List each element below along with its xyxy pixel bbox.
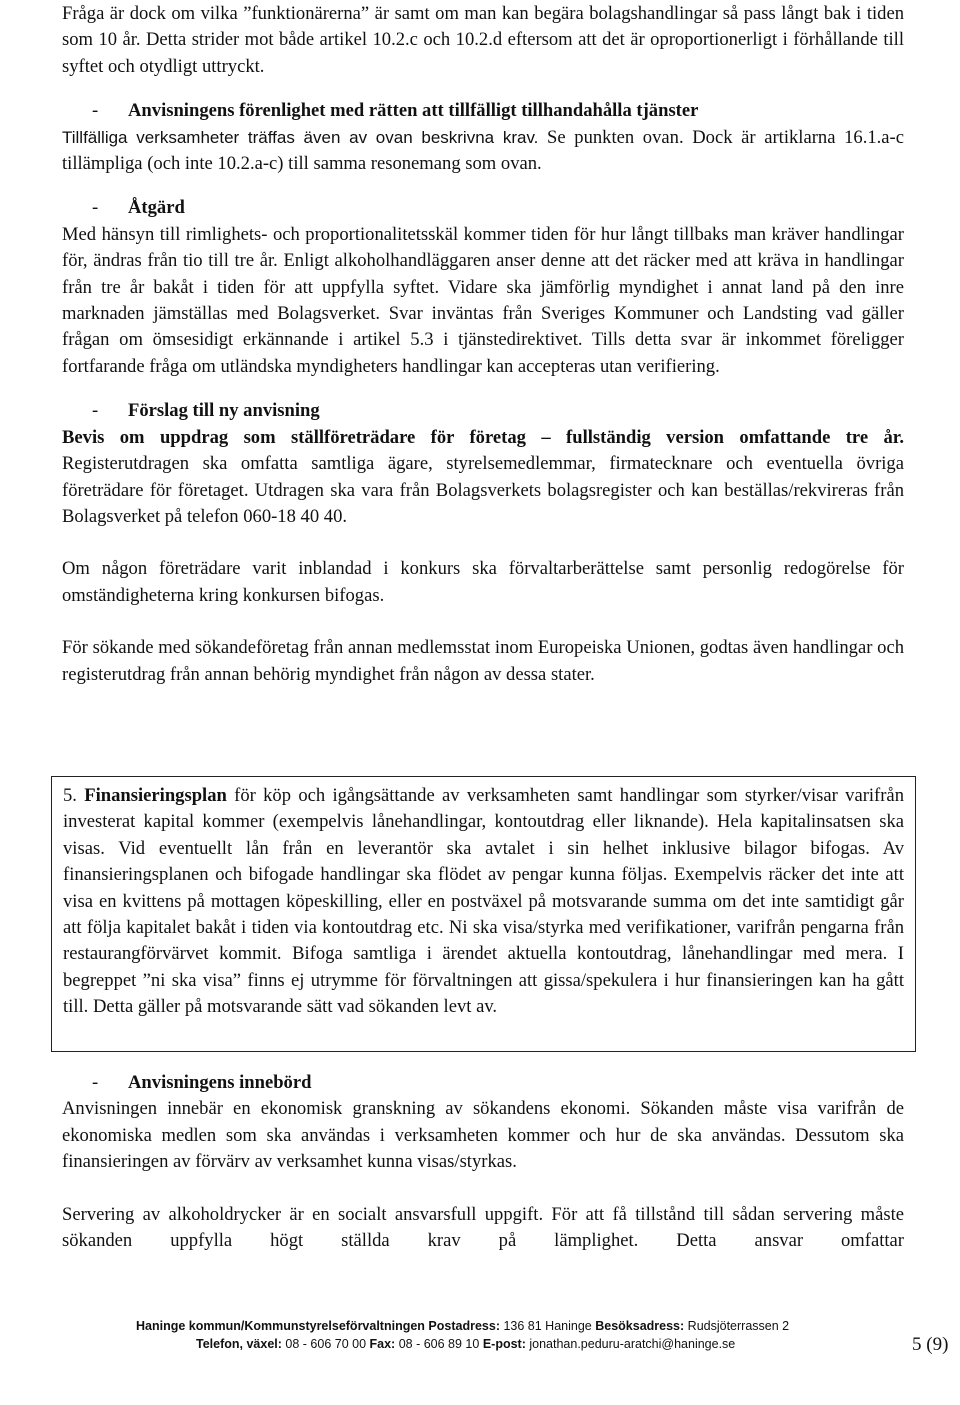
section-heading-service-provision	[62, 98, 904, 124]
footer-org: Haninge kommun/Kommunstyrelseförvaltningen	[136, 1319, 425, 1333]
item-text: för köp och igångsättande av verksamheten samt handlingar som styrker/visar varifrån investerat kapital kommer (exempelvis lånehandlingar, kontoutdrag eller liknande). Hela kapitalinsatsen ska visas. Vid eventuellt lån från en leverantör ska avtalet i sin helhet inklusive bilagor bifogas. Av finansieringsplanen och bifogade handlingar ska flödet av pengar kunna följas. Exempelvis räcker det inte att visa en kvittens på mottagen köpeskilling, eller en postväxel på motsvarande summa om det inte samtidigt går att följa kapitalet bakåt i tiden via kontoutdrag etc. Ni ska visa/styrka med verifikationer, varifrån pengarna från restaurangförvärvet kommit. Bifoga samtliga i ärendet aktuella kontoutdrag, lånehandlingar med mera. I begreppet ”ni ska visa” finns ej utrymme för förvaltningen att gissa/spekulera i hur finansieringen kan ha gått till. Detta gäller på motsvarande sätt vad sökanden levt av.	[63, 785, 904, 1018]
heading-text: Anvisningens innebörd	[128, 1072, 312, 1093]
bankruptcy-paragraph: Om någon företrädare varit inblandad i konkurs ska förvaltarberättelse samt personlig redogörelse för omständigheterna kring konkursen bifogas.	[62, 558, 904, 606]
item-title: Finansieringsplan	[84, 785, 227, 806]
page-number: 5 (9)	[912, 1334, 949, 1355]
section-text-service-provision	[62, 125, 904, 178]
footer-email-value: jonathan.peduru-aratchi@haninge.se	[529, 1337, 736, 1351]
item-number: 5.	[63, 785, 77, 806]
heading-text: Åtgärd	[128, 197, 185, 219]
heading-dash: -	[92, 100, 99, 122]
eu-paragraph: För sökande med sökandeföretag från annan medlemsstat inom Europeiska Unionen, godtas även handlingar och registerutdrag från annan behörig myndighet från någon av dessa stater.	[62, 637, 904, 685]
heading-dash: -	[92, 400, 99, 422]
footer-email-label: E-post:	[482, 1337, 526, 1351]
footer-phone-label: Telefon, växel:	[196, 1337, 282, 1351]
section-text-new-guideline	[62, 425, 904, 531]
document-page	[62, 0, 904, 688]
sans-text-run: Tillfälliga verksamheter träffas även av ovan beskrivna krav.	[62, 127, 539, 147]
intro-paragraph: Fråga är dock om vilka ”funktionärerna” är samt om man kan begära bolagshandlingar så pass långt bak i tiden som 10 år. Detta strider mot både artikel 10.2.c och 10.2.d eftersom att det är oproportionerligt i förhållande till syftet och otydligt uttryckt.	[62, 3, 904, 77]
footer-line-2	[196, 1336, 735, 1352]
footer-fax-value: 08 - 606 89 10	[398, 1337, 480, 1351]
serving-paragraph: Servering av alkoholdrycker är en socialt ansvarsfull uppgift. För att få tillstånd till sådan servering måste sökanden uppfylla högt ställda krav på lämplighet. Detta ansvar omfattar	[62, 1203, 904, 1252]
financing-plan-box	[51, 776, 916, 1052]
footer-post-label: Postadress:	[428, 1319, 500, 1333]
document-page-lower	[62, 1070, 904, 1254]
footer-fax-label: Fax:	[369, 1337, 396, 1351]
guideline-text: Registerutdragen ska omfatta samtliga ägare, styrelsemedlemmar, firmatecknare och eventuella övriga företrädare för företaget. Utdragen ska vara från Bolagsverkets bolagsregister och kan beställas/rekvireras från Bolagsverket på telefon 060-18 40 40.	[62, 453, 904, 527]
heading-dash: -	[92, 197, 99, 219]
heading-text: Förslag till ny anvisning	[128, 400, 320, 422]
bold-lead-text: Bevis om uppdrag som ställföreträdare för företag – fullständig version omfattande tre år.	[62, 426, 904, 448]
serif-text-run: Se punkten ovan. Dock är artiklarna 16.1.a-c tillämpliga (och inte 10.2.a-c) till samma resonemang som ovan.	[62, 126, 904, 175]
section-heading-new-guideline	[62, 398, 904, 424]
financing-plan-text	[63, 783, 904, 1021]
heading-dash: -	[92, 1072, 99, 1093]
section-text-meaning: Anvisningen innebär en ekonomisk granskning av sökandens ekonomi. Sökanden måste visa varifrån de ekonomiska medlen som ska användas i verksamheten kommer och hur de ska användas. Dessutom ska finansieringen av förvärv av verksamhet kunna visas/styrkas.	[62, 1098, 904, 1173]
footer-post-value: 136 81 Haninge	[503, 1319, 592, 1333]
footer-phone-value: 08 - 606 70 00	[285, 1337, 367, 1351]
footer-visit-label: Besöksadress:	[595, 1319, 685, 1333]
section-heading-action	[62, 195, 904, 221]
footer-line-1	[136, 1318, 789, 1334]
heading-text: Anvisningens förenlighet med rätten att tillfälligt tillhandahålla tjänster	[128, 100, 699, 122]
footer-visit-value: Rudsjöterrassen 2	[687, 1319, 790, 1333]
section-text-action: Med hänsyn till rimlighets- och proportionalitetsskäl kommer tiden för hur långt tillbaks man kräver handlingar för, ändras från tio till tre år. Enligt alkoholhandläggaren anser denne att det räcker med att kräva in handlingar från tre år bakåt i tiden för att uppfylla syftet. Vidare ska jämförlig myndighet i annat land på den inre marknaden jämställas med Bolagsverket. Svar inväntas från Sveriges Kommuner och Landsting vad gäller frågan om ömsesidigt erkännande i artikel 5.3 i tjänstedirektivet. Tills detta svar är inkommet föreligger fortfarande fråga om utländska myndigheters handlingar kan accepteras utan verifiering.	[62, 223, 904, 377]
section-heading-meaning	[62, 1070, 904, 1096]
